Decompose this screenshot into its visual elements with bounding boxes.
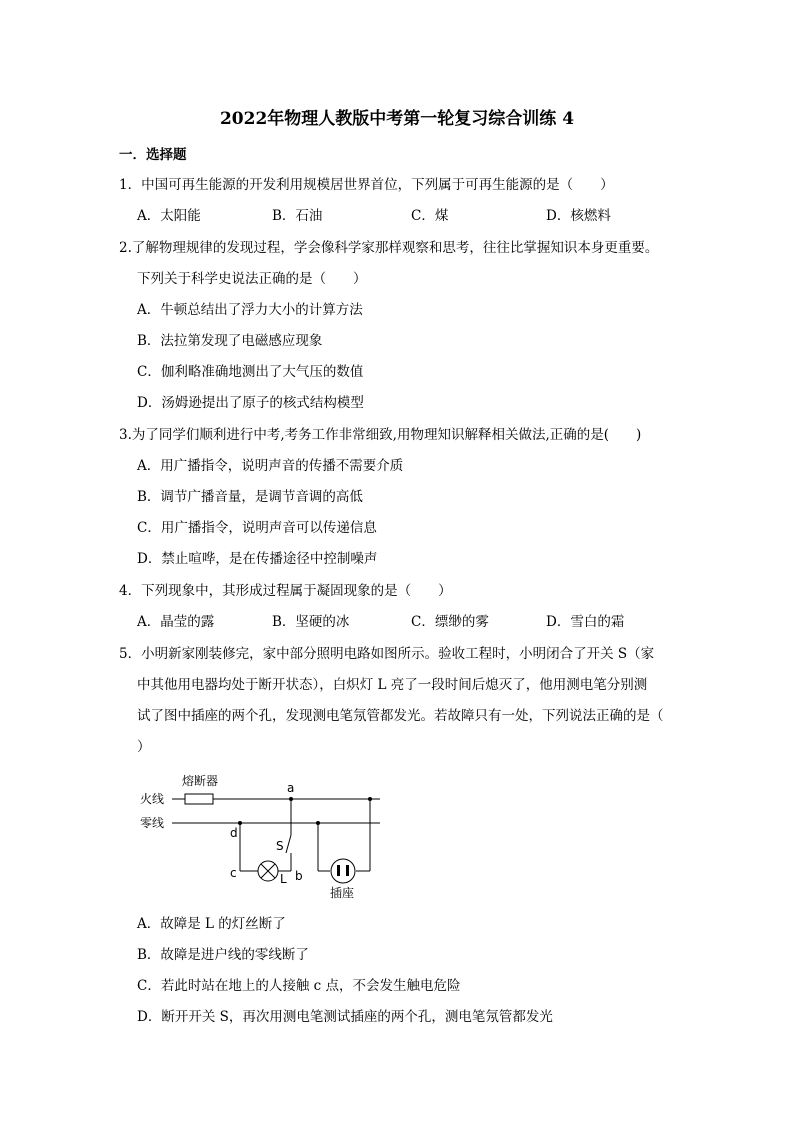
q2-option-d[interactable]: D．汤姆逊提出了原子的核式结构模型 (137, 395, 364, 411)
neutral-wire-label: 零线 (140, 816, 165, 830)
q3-option-c[interactable]: C．用广播指令，说明声音可以传递信息 (137, 520, 377, 536)
q3-option-d[interactable]: D．禁止喧哗，是在传播途径中控制噪声 (137, 551, 378, 567)
q2-option-a[interactable]: A．牛顿总结出了浮力大小的计算方法 (137, 302, 363, 318)
q1-option-d[interactable]: D．核燃料 (546, 208, 611, 224)
question-3-stem: 3.为了同学们顺利进行中考,考务工作非常细致,用物理知识解释相关做法,正确的是( ) (119, 427, 642, 443)
q1-option-b[interactable]: B．石油 (272, 208, 323, 224)
question-4-stem: 4．下列现象中，其形成过程属于凝固现象的是（ ） (119, 583, 452, 599)
q4-option-a[interactable]: A．晶莹的露 (137, 614, 215, 630)
question-5-stem-line4: ） (137, 739, 151, 755)
socket-hole-left (337, 865, 340, 876)
question-2-stem-line1: 2.了解物理规律的发现过程，学会像科学家那样观察和思考，往往比掌握知识本身更重要。 (119, 240, 659, 256)
switch-s (286, 835, 291, 853)
circuit-diagram (130, 765, 390, 905)
q1-option-a[interactable]: A．太阳能 (137, 208, 201, 224)
point-a-label: a (287, 781, 295, 795)
fuse-label: 熔断器 (182, 774, 219, 788)
question-5-stem-line3: 试了图中插座的两个孔，发现测电笔氖管都发光。若故障只有一处，下列说法正确的是（ (137, 708, 664, 724)
q5-option-a[interactable]: A．故障是 L 的灯丝断了 (137, 916, 286, 932)
question-5-stem-line2: 中其他用电器均处于断开状态），白炽灯 L 亮了一段时间后熄灭了，他用测电笔分别测 (137, 677, 648, 693)
fuse (185, 794, 213, 804)
question-2-stem-line2: 下列关于科学史说法正确的是（ ） (137, 271, 367, 287)
q3-option-a[interactable]: A．用广播指令，说明声音的传播不需要介质 (137, 458, 404, 474)
page-title: 2022年物理人教版中考第一轮复习综合训练 4 (219, 109, 575, 129)
q4-option-c[interactable]: C．缥缈的雾 (411, 614, 489, 630)
section-heading: 一．选择题 (119, 147, 187, 163)
q2-option-c[interactable]: C．伽利略准确地测出了大气压的数值 (137, 364, 364, 380)
q5-option-c[interactable]: C．若此时站在地上的人接触 c 点，不会发生触电危险 (137, 978, 461, 994)
socket-hole-right (346, 865, 349, 876)
lamp-l-label: L (280, 872, 287, 886)
q4-option-d[interactable]: D．雪白的霜 (546, 614, 625, 630)
q1-option-c[interactable]: C．煤 (411, 208, 449, 224)
point-d-label: d (230, 826, 238, 840)
q5-option-b[interactable]: B．故障是进户线的零线断了 (137, 947, 309, 963)
switch-s-label: S (276, 839, 284, 853)
q5-option-d[interactable]: D．断开开关 S，再次用测电笔测试插座的两个孔，测电笔氖管都发光 (137, 1009, 553, 1025)
socket-label: 插座 (330, 886, 355, 900)
q4-option-b[interactable]: B．坚硬的冰 (272, 614, 350, 630)
q3-option-b[interactable]: B．调节广播音量，是调节音调的高低 (137, 489, 363, 505)
question-1-stem: 1．中国可再生能源的开发利用规模居世界首位，下列属于可再生能源的是（ ） (119, 177, 614, 193)
live-wire-label: 火线 (140, 792, 165, 806)
socket (331, 859, 355, 883)
q2-option-b[interactable]: B．法拉第发现了电磁感应现象 (137, 333, 323, 349)
point-c-label: c (230, 866, 237, 880)
question-5-stem-line1: 5．小明新家刚装修完，家中部分照明电路如图所示。验收工程时，小明闭合了开关 S（家 (119, 646, 655, 662)
point-b-label: b (295, 869, 303, 883)
